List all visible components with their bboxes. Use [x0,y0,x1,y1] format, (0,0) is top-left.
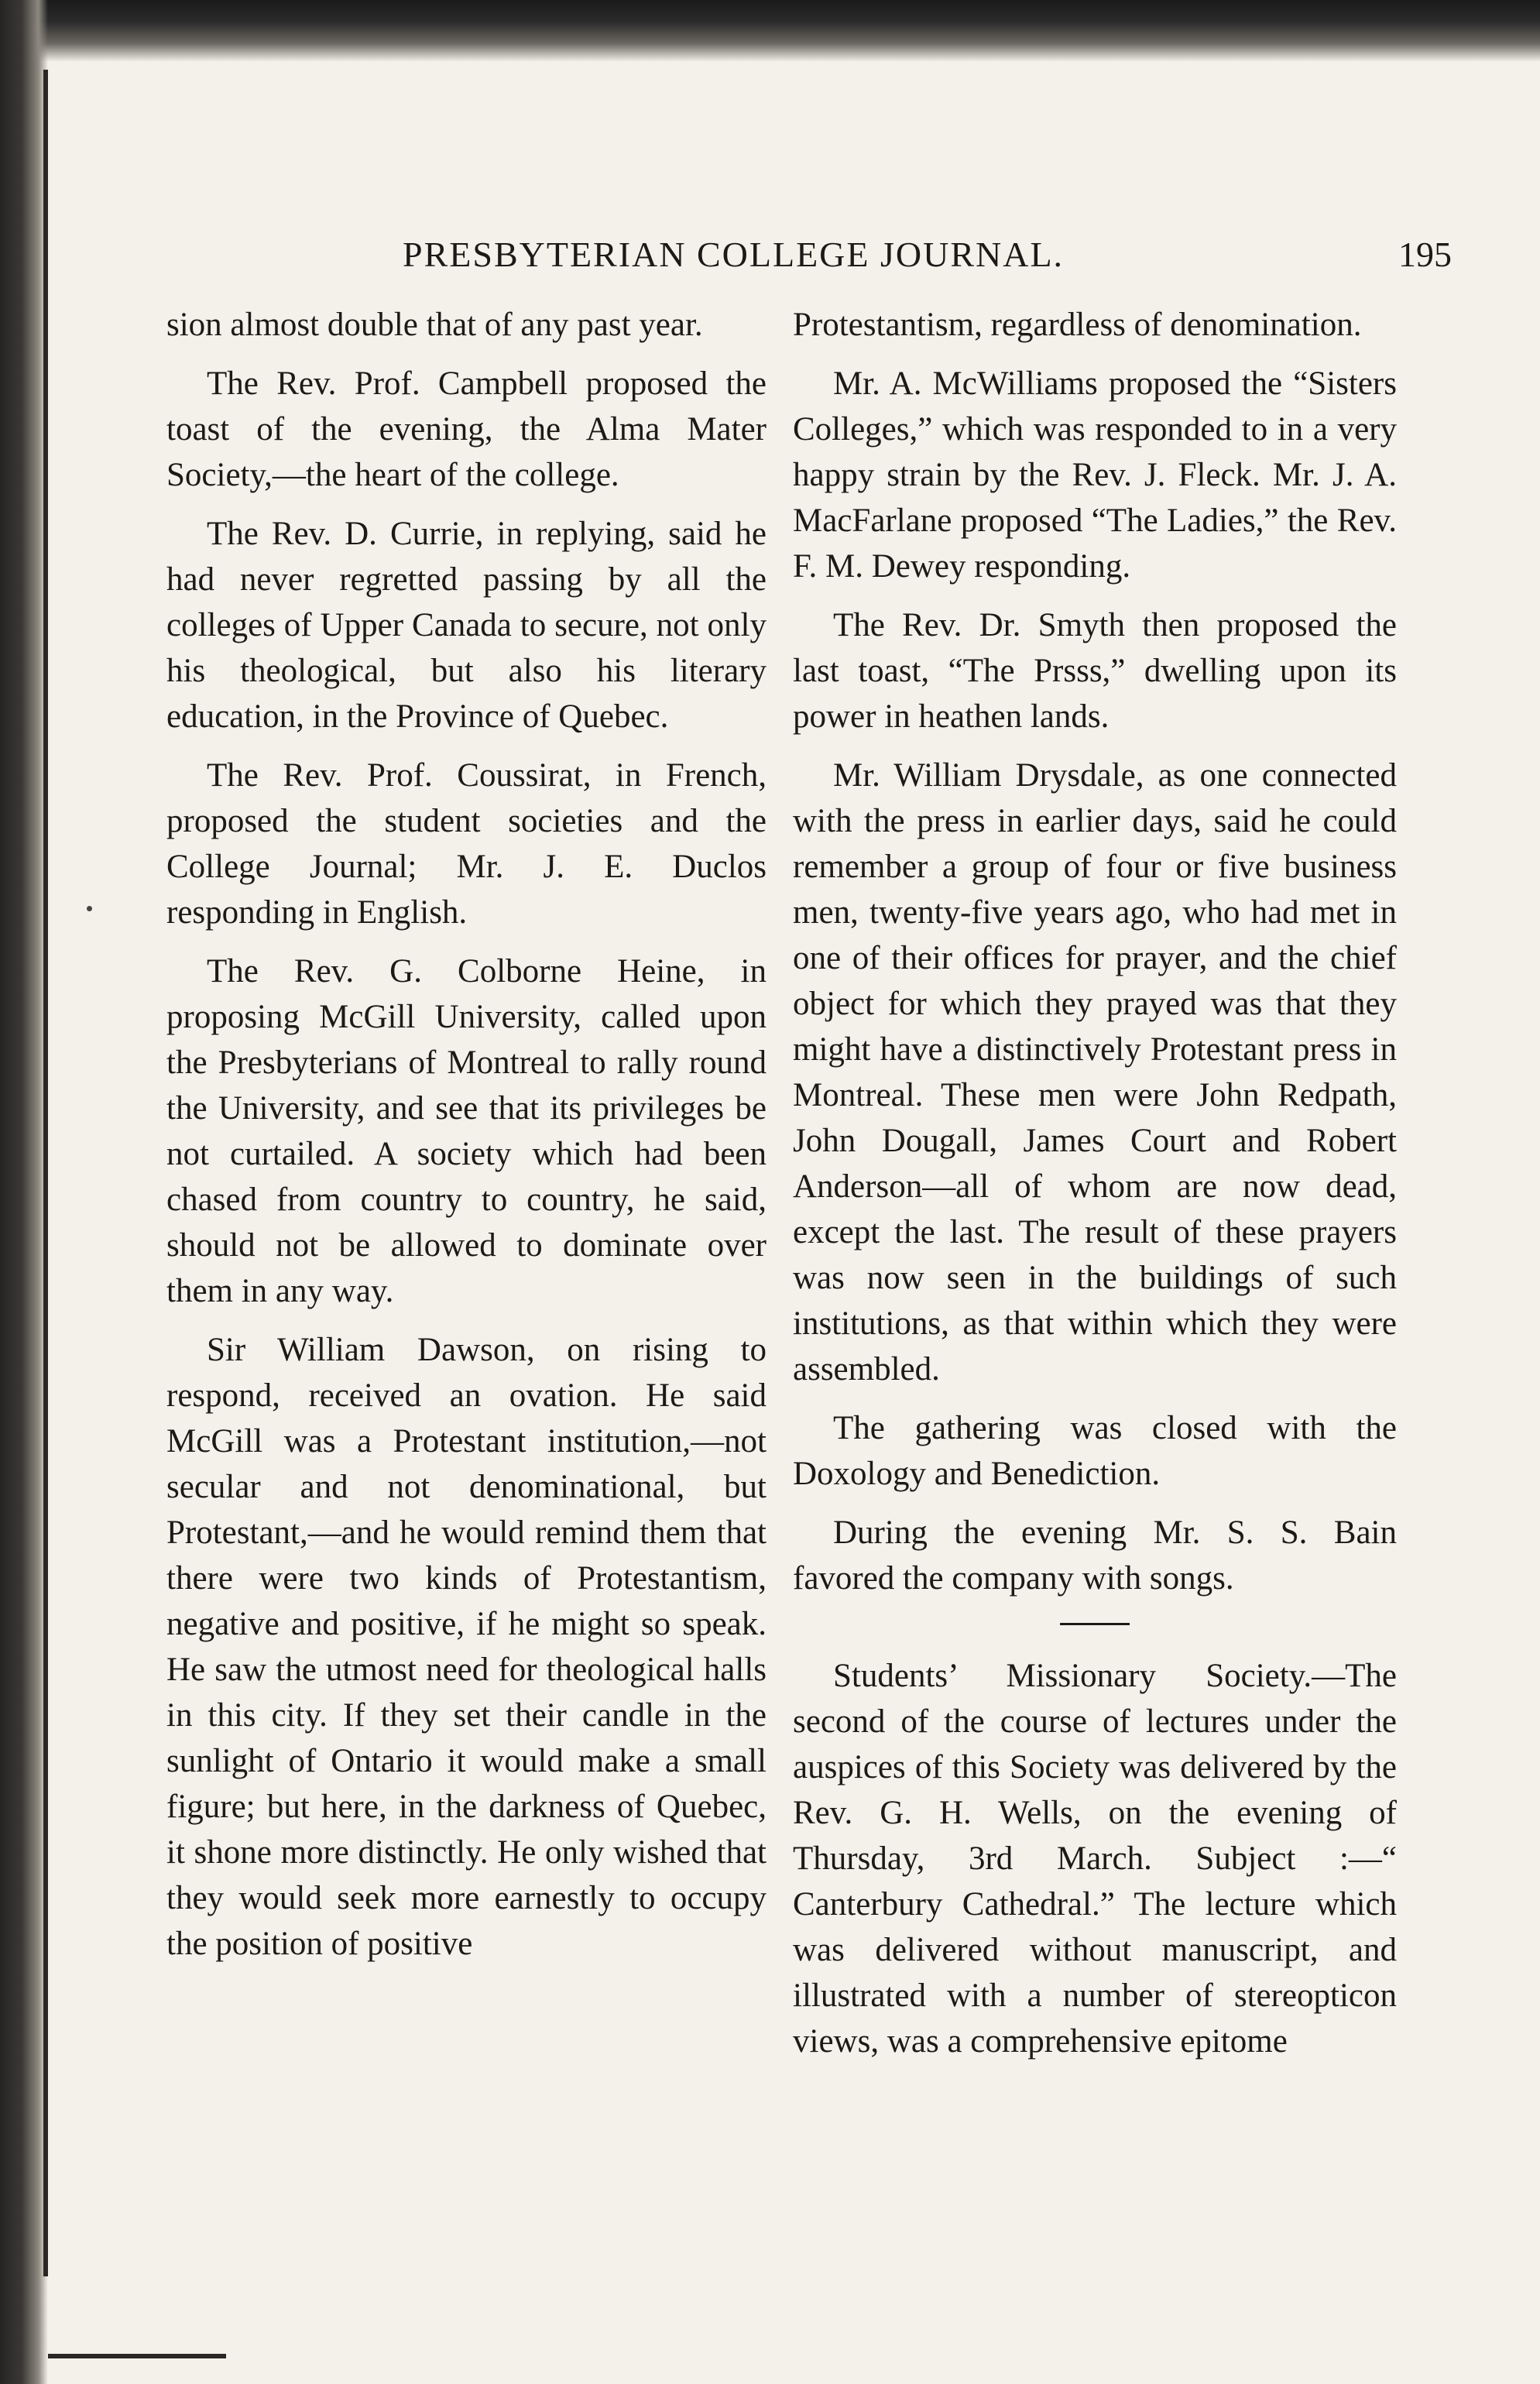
paragraph: Mr. A. McWilliams proposed the “Sisters Colleges,” which was responded to in a very happy strain by the Rev. J. Fleck. Mr. J. A. MacFarlane proposed “The Ladies,” the Rev. F. M. Dewey responding. [793,365,1397,585]
paragraph: The Rev. Prof. Campbell proposed the toast of the evening, the Alma Mater Society,—the heart of the college. [166,365,767,493]
paragraph: sion almost double that of any past year. [166,307,703,343]
scan-border-top [0,0,1540,62]
paragraph: Sir William Dawson, on rising to respond, received an ovation. He said McGill was a Protestant institution,—not secular and not denominational, but Protestant,—and he would remind them that there were two kinds of Protestantism, negative and positive, if he might so speak. He saw the utmost need for theological halls in this city. If they set their candle in the sunlight of Ontario it would make a small figure; but here, in the darkness of Quebec, it shone more distinctly. He only wished that they would seek more earnestly to occupy the position of positive [166,1332,767,1962]
right-column [793,302,1397,2077]
running-header [170,234,1452,288]
section-paragraph: Students’ Missionary Society.—The second of the course of lectures under the auspices of this Society was delivered by the Rev. G. H. Wells, on the evening of Thursday, 3rd March. Subject :—“ Canterbury Cathedral.” The lecture which was delivered without manuscript, and illustrated with a number of stereopticon views, was a comprehensive epitome [793,1658,1397,2060]
page-edge-line [43,70,48,2276]
paragraph: During the evening Mr. S. S. Bain favored the company with songs. [793,1514,1397,1597]
page-number: 195 [1398,235,1452,274]
journal-title: PRESBYTERIAN COLLEGE JOURNAL. [403,235,1065,274]
scan-mark-bottom [48,2354,226,2358]
scan-border-left [0,0,48,2384]
paragraph: The Rev. Dr. Smyth then proposed the last toast, “The Prsss,” dwelling upon its power in heathen lands. [793,607,1397,735]
paragraph: The gathering was closed with the Doxology and Benediction. [793,1410,1397,1492]
paragraph: Mr. William Drysdale, as one connected with the press in earlier days, said he could remember a group of four or five business men, twenty-five years ago, who had met in one of their offices for prayer, and the chief object for which they prayed was that they might have a distinctively Protestant press in Montreal. These men were John Redpath, John Dougall, James Court and Robert Anderson—all of whom are now dead, except the last. The result of these prayers was now seen in the buildings of such institutions, as that within which they were assembled. [793,757,1397,1388]
left-column [166,302,767,1980]
speck [87,906,92,911]
paragraph: The Rev. D. Currie, in replying, said he had never regretted passing by all the colleges of Upper Canada to secure, not only his theological, but also his literary education, in the Province of Quebec. [166,516,767,735]
section-divider [1060,1623,1130,1625]
paragraph: Protestantism, regardless of denomination. [793,307,1362,343]
paragraph: The Rev. G. Colborne Heine, in proposing McGill University, called upon the Presbyterians of Montreal to rally round the University, and see that its privileges be not curtailed. A society which had been chased from country to country, he said, should not be allowed to dominate over them in any way. [166,953,767,1309]
paragraph: The Rev. Prof. Coussirat, in French, proposed the student societies and the College Journal; Mr. J. E. Duclos responding in English. [166,757,767,931]
